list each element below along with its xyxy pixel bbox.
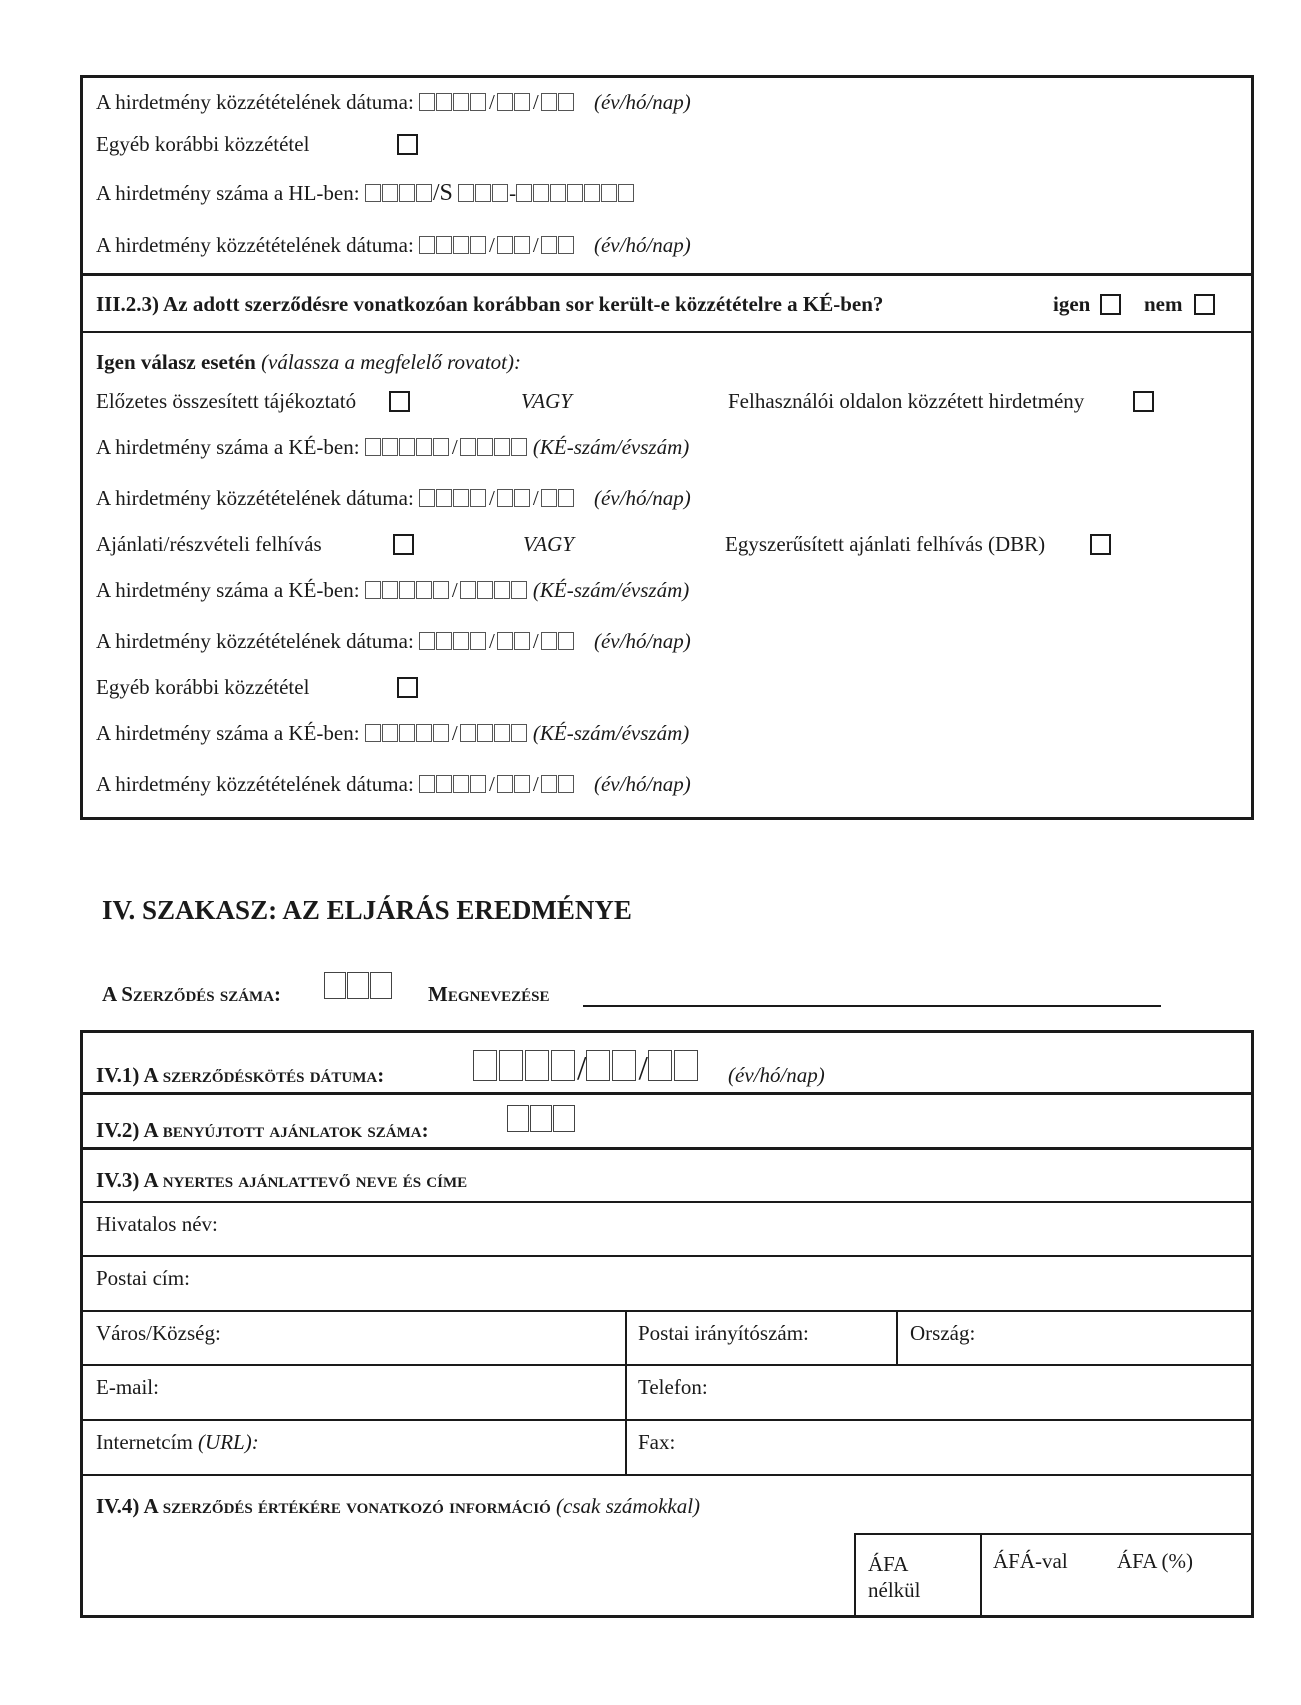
date-month-boxes[interactable]: [497, 236, 531, 254]
other-publication-label: Egyéb korábbi közzététel: [96, 132, 310, 156]
phone-label: Telefon:: [638, 1375, 708, 1399]
simplified-call-checkbox[interactable]: [1090, 534, 1111, 555]
no-checkbox[interactable]: [1194, 294, 1215, 315]
city-label: Város/Község:: [96, 1321, 221, 1345]
iv4-row: [96, 1496, 700, 1517]
ke-number-label: A hirdetmény száma a KÉ-ben:: [96, 721, 360, 745]
divider: [83, 331, 1251, 333]
ke-number-boxes[interactable]: [365, 581, 450, 599]
ke-year-boxes[interactable]: [460, 724, 528, 742]
offers-count-boxes[interactable]: [507, 1105, 576, 1132]
date-day-boxes[interactable]: [541, 775, 575, 793]
oj-number-row: [96, 181, 635, 205]
divider: [83, 1474, 1251, 1476]
internet-address-row: [96, 1432, 259, 1453]
date-year-boxes[interactable]: [419, 236, 487, 254]
postal-address-label: Postai cím:: [96, 1266, 190, 1290]
oj-series-boxes[interactable]: [458, 184, 509, 202]
slash-separator: /: [451, 435, 458, 459]
internet-address-label: Internetcím: [96, 1430, 193, 1454]
date-day-boxes[interactable]: [541, 93, 575, 111]
publication-date-row: [96, 774, 691, 795]
iv2-label: IV.2) A benyújtott ajánlatok száma:: [96, 1118, 429, 1142]
ke-number-row: [96, 723, 689, 744]
ke-number-hint: (KÉ-szám/évszám): [532, 721, 690, 745]
date-month-boxes[interactable]: [497, 489, 531, 507]
publication-date-label: A hirdetmény közzétételének dátuma:: [96, 233, 414, 257]
iv4-label: IV.4) A szerződés értékére vonatkozó információ: [96, 1494, 551, 1518]
date-month-boxes[interactable]: [497, 93, 531, 111]
other-publication-label: Egyéb korábbi közzététel: [96, 675, 310, 699]
call-for-tender-checkbox[interactable]: [393, 534, 414, 555]
contract-name-label: Megnevezése: [428, 982, 550, 1006]
internet-address-hint: (URL):: [198, 1430, 259, 1454]
ke-number-row: [96, 437, 689, 458]
divider: [83, 1201, 1251, 1203]
or-label: VAGY: [523, 532, 574, 556]
slash-separator: /: [489, 629, 495, 653]
date-day-boxes[interactable]: [541, 632, 575, 650]
contract-name-line[interactable]: [583, 1005, 1161, 1007]
publication-date-label: A hirdetmény közzétételének dátuma:: [96, 486, 414, 510]
prior-publication-block: [80, 75, 1254, 820]
yes-answer-intro-hint: (válassza a megfelelő rovatot):: [261, 350, 521, 374]
iv3-label: IV.3) A nyertes ajánlattevő neve és címe: [96, 1168, 468, 1192]
slash-separator: /: [577, 1050, 587, 1087]
slash-separator: /: [532, 629, 539, 653]
date-month-boxes[interactable]: [497, 632, 531, 650]
oj-number-label: A hirdetmény száma a HL-ben:: [96, 181, 360, 205]
question-iii-2-3: III.2.3) Az adott szerződésre vonatkozóan korábban sor került-e közzétételre a KÉ-ben?: [96, 292, 884, 316]
divider: [83, 1255, 1251, 1257]
column-divider: [854, 1533, 856, 1618]
date-format-hint: (év/hó/nap): [593, 772, 691, 796]
other-publication-row: [96, 134, 309, 155]
fax-label: Fax:: [638, 1430, 676, 1454]
excl-vat-line2: nélkül: [868, 1578, 921, 1603]
iv4-hint: (csak számokkal): [556, 1494, 701, 1518]
yes-checkbox[interactable]: [1100, 294, 1121, 315]
ke-year-boxes[interactable]: [460, 438, 528, 456]
publication-date-row: [96, 92, 691, 113]
date-day-boxes[interactable]: [541, 236, 575, 254]
date-format-hint: (év/hó/nap): [593, 233, 691, 257]
date-format-hint: (év/hó/nap): [593, 90, 691, 114]
slash-separator: /: [489, 233, 495, 257]
slash-separator: /: [532, 90, 539, 114]
column-divider: [896, 1310, 898, 1364]
excl-vat-header: [868, 1551, 921, 1604]
divider: [83, 273, 1251, 276]
country-label: Ország:: [910, 1321, 976, 1345]
no-label: nem: [1144, 292, 1183, 316]
contract-date-month-boxes[interactable]: [586, 1050, 638, 1081]
slash-separator: /: [532, 486, 539, 510]
publication-date-label: A hirdetmény közzétételének dátuma:: [96, 90, 414, 114]
column-divider: [625, 1310, 627, 1474]
other-publication-checkbox[interactable]: [397, 134, 418, 155]
oj-year-boxes[interactable]: [365, 184, 433, 202]
slash-separator: /: [532, 772, 539, 796]
publication-date-row: [96, 631, 691, 652]
prior-info-notice-label: Előzetes összesített tájékoztató: [96, 389, 357, 413]
date-month-boxes[interactable]: [497, 775, 531, 793]
slash-separator: /: [638, 1050, 648, 1087]
excl-vat-line1: ÁFA: [868, 1552, 909, 1576]
date-year-boxes[interactable]: [419, 775, 487, 793]
divider: [83, 1310, 1251, 1312]
divider: [83, 1147, 1251, 1150]
value-table-top: [854, 1533, 1251, 1535]
other-publication-checkbox[interactable]: [397, 677, 418, 698]
date-year-boxes[interactable]: [419, 93, 487, 111]
prior-info-notice-checkbox[interactable]: [389, 391, 410, 412]
section-iv-block: [80, 1030, 1254, 1618]
oj-number-boxes[interactable]: [516, 184, 635, 202]
contract-date-year-boxes[interactable]: [473, 1050, 577, 1081]
ke-number-row: [96, 580, 689, 601]
ke-number-boxes[interactable]: [365, 438, 450, 456]
call-for-tender-label: Ajánlati/részvételi felhívás: [96, 532, 322, 556]
divider: [83, 1419, 1251, 1421]
publication-date-row: [96, 235, 691, 256]
date-year-boxes[interactable]: [419, 489, 487, 507]
oj-dash: -: [509, 181, 517, 205]
divider: [83, 1092, 1251, 1095]
slash-separator: /: [451, 721, 458, 745]
simplified-call-label: Egyszerűsített ajánlati felhívás (DBR): [725, 532, 1046, 556]
oj-s-label: /S: [432, 180, 453, 206]
contract-date-row: [473, 1050, 700, 1086]
yes-label: igen: [1053, 292, 1091, 316]
iv1-label: IV.1) A szerződéskötés dátuma:: [96, 1063, 385, 1087]
slash-separator: /: [489, 772, 495, 796]
section-iv-title: IV. SZAKASZ: AZ ELJÁRÁS EREDMÉNYE: [102, 895, 632, 925]
vat-percent-header: ÁFA (%): [1117, 1549, 1194, 1573]
ke-year-boxes[interactable]: [460, 581, 528, 599]
buyer-profile-notice-checkbox[interactable]: [1133, 391, 1154, 412]
date-format-hint: (év/hó/nap): [593, 629, 691, 653]
ke-number-boxes[interactable]: [365, 724, 450, 742]
slash-separator: /: [532, 233, 539, 257]
slash-separator: /: [489, 90, 495, 114]
date-format-hint: (év/hó/nap): [593, 486, 691, 510]
buyer-profile-notice-label: Felhasználói oldalon közzétett hirdetmény: [728, 389, 1085, 413]
zip-label: Postai irányítószám:: [638, 1321, 809, 1345]
yes-answer-intro: [96, 352, 521, 373]
ke-number-label: A hirdetmény száma a KÉ-ben:: [96, 578, 360, 602]
ke-number-label: A hirdetmény száma a KÉ-ben:: [96, 435, 360, 459]
incl-vat-header: ÁFÁ-val: [993, 1549, 1068, 1573]
yes-answer-intro-bold: Igen válasz esetén: [96, 350, 256, 374]
date-year-boxes[interactable]: [419, 632, 487, 650]
contract-number-label: A Szerződés száma:: [102, 982, 282, 1006]
publication-date-label: A hirdetmény közzétételének dátuma:: [96, 629, 414, 653]
or-label: VAGY: [521, 389, 572, 413]
publication-date-row: [96, 488, 691, 509]
contract-number-boxes[interactable]: [324, 972, 393, 999]
official-name-label: Hivatalos név:: [96, 1212, 218, 1236]
column-divider: [980, 1533, 982, 1618]
contract-date-day-boxes[interactable]: [648, 1050, 700, 1081]
slash-separator: /: [451, 578, 458, 602]
publication-date-label: A hirdetmény közzétételének dátuma:: [96, 772, 414, 796]
ke-number-hint: (KÉ-szám/évszám): [532, 435, 690, 459]
ke-number-hint: (KÉ-szám/évszám): [532, 578, 690, 602]
divider: [83, 1364, 1251, 1366]
email-label: E-mail:: [96, 1375, 159, 1399]
date-day-boxes[interactable]: [541, 489, 575, 507]
slash-separator: /: [489, 486, 495, 510]
contract-date-hint: (év/hó/nap): [728, 1063, 825, 1087]
